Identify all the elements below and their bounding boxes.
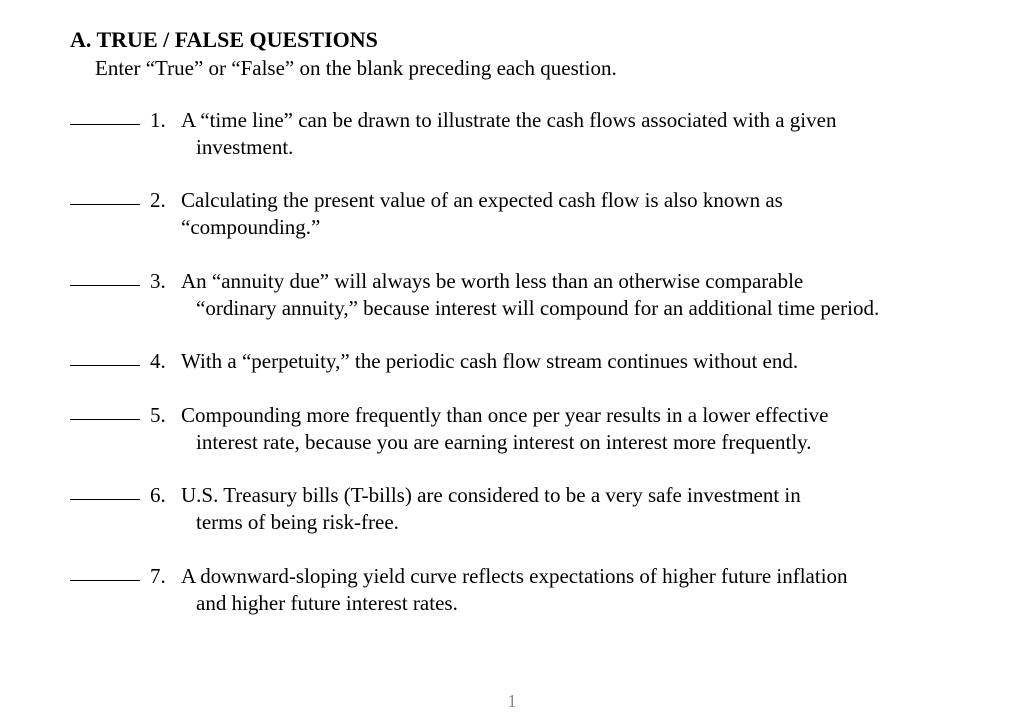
answer-blank-1[interactable] <box>70 124 140 125</box>
question-2 <box>0 187 1024 243</box>
question-number: 2. <box>150 188 166 212</box>
answer-blank-5[interactable] <box>70 419 140 420</box>
question-number: 7. <box>150 564 166 588</box>
answer-blank-7[interactable] <box>70 580 140 581</box>
question-text-line-1: U.S. Treasury bills (T-bills) are considered to be a very safe investment in <box>181 483 801 507</box>
question-text-line-2: interest rate, because you are earning interest on interest more frequently. <box>196 430 812 454</box>
question-text-line-1: A downward-sloping yield curve reflects expectations of higher future inflation <box>181 564 848 588</box>
answer-blank-3[interactable] <box>70 285 140 286</box>
question-number: 5. <box>150 403 166 427</box>
question-number: 1. <box>150 108 166 132</box>
question-4 <box>0 348 1024 404</box>
question-3 <box>0 268 1024 324</box>
question-text-line-1: Compounding more frequently than once per year results in a lower effective <box>181 403 829 427</box>
section-title: A. TRUE / FALSE QUESTIONS <box>70 27 378 52</box>
answer-blank-6[interactable] <box>70 499 140 500</box>
question-number: 4. <box>150 349 166 373</box>
question-1 <box>0 107 1024 163</box>
question-text-line-1: An “annuity due” will always be worth less than an otherwise comparable <box>181 269 804 293</box>
question-text-line-2: terms of being risk-free. <box>196 510 399 534</box>
answer-blank-4[interactable] <box>70 365 140 366</box>
instructions: Enter “True” or “False” on the blank preceding each question. <box>95 56 617 80</box>
question-5 <box>0 402 1024 458</box>
question-text-line-2: “ordinary annuity,” because interest will compound for an additional time period. <box>196 296 880 320</box>
question-6 <box>0 482 1024 538</box>
question-text-line-2: and higher future interest rates. <box>196 591 458 615</box>
question-text-line-2: “compounding.” <box>181 215 321 239</box>
question-text-line-1: With a “perpetuity,” the periodic cash flow stream continues without end. <box>181 349 799 373</box>
question-number: 6. <box>150 483 166 507</box>
question-number: 3. <box>150 269 166 293</box>
question-text-line-1: Calculating the present value of an expected cash flow is also known as <box>181 188 783 212</box>
page-number: 1 <box>507 691 517 711</box>
question-text-line-1: A “time line” can be drawn to illustrate the cash flows associated with a given <box>181 108 837 132</box>
question-7 <box>0 563 1024 619</box>
answer-blank-2[interactable] <box>70 204 140 205</box>
question-text-line-2: investment. <box>196 135 294 159</box>
